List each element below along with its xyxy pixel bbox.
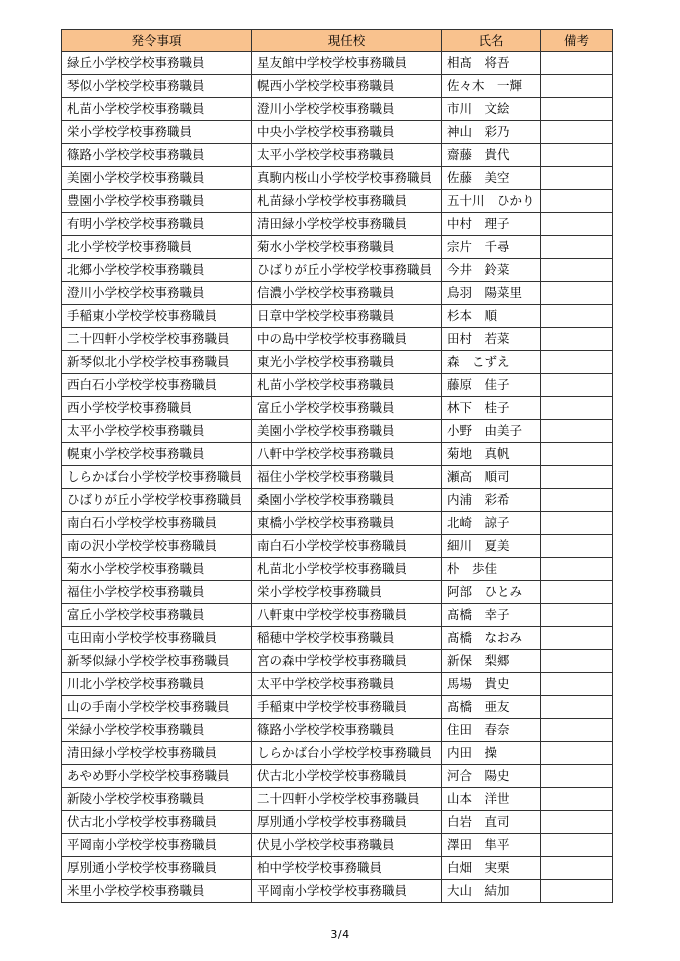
table-row	[62, 742, 613, 765]
cell-current-school: 東橋小学校学校事務職員	[252, 512, 442, 535]
cell-notes	[541, 75, 613, 98]
cell-notes	[541, 857, 613, 880]
cell-name: 澤田 隼平	[442, 834, 541, 857]
cell-notes	[541, 719, 613, 742]
cell-order: 西小学校学校事務職員	[62, 397, 252, 420]
table-row	[62, 52, 613, 75]
cell-name: 宗片 千尋	[442, 236, 541, 259]
personnel-table	[61, 29, 613, 903]
cell-order: 札苗小学校学校事務職員	[62, 98, 252, 121]
cell-order: 南の沢小学校学校事務職員	[62, 535, 252, 558]
cell-order: 北小学校学校事務職員	[62, 236, 252, 259]
cell-name: 佐藤 美空	[442, 167, 541, 190]
cell-current-school: 札苗小学校学校事務職員	[252, 374, 442, 397]
cell-name: 山本 洋世	[442, 788, 541, 811]
cell-current-school: 札苗北小学校学校事務職員	[252, 558, 442, 581]
cell-order: 澄川小学校学校事務職員	[62, 282, 252, 305]
cell-name: 朴 歩佳	[442, 558, 541, 581]
cell-current-school: 桑園小学校学校事務職員	[252, 489, 442, 512]
cell-order: 琴似小学校学校事務職員	[62, 75, 252, 98]
cell-name: 佐々木 一輝	[442, 75, 541, 98]
header-notes: 備考	[541, 30, 613, 52]
cell-current-school: 八軒中学校学校事務職員	[252, 443, 442, 466]
cell-current-school: 伏古北小学校学校事務職員	[252, 765, 442, 788]
table-row	[62, 305, 613, 328]
cell-name: 五十川 ひかり	[442, 190, 541, 213]
cell-notes	[541, 489, 613, 512]
table-row	[62, 420, 613, 443]
cell-order: 富丘小学校学校事務職員	[62, 604, 252, 627]
table-row	[62, 650, 613, 673]
cell-name: 新保 梨郷	[442, 650, 541, 673]
table-header-row	[62, 30, 613, 52]
table-row	[62, 282, 613, 305]
cell-notes	[541, 673, 613, 696]
cell-order: 南白石小学校学校事務職員	[62, 512, 252, 535]
cell-current-school: 平岡南小学校学校事務職員	[252, 880, 442, 903]
cell-notes	[541, 604, 613, 627]
cell-name: 菊地 真帆	[442, 443, 541, 466]
cell-order: 手稲東小学校学校事務職員	[62, 305, 252, 328]
cell-name: 河合 陽史	[442, 765, 541, 788]
table-row	[62, 811, 613, 834]
cell-current-school: 幌西小学校学校事務職員	[252, 75, 442, 98]
cell-name: 今井 鈴菜	[442, 259, 541, 282]
cell-order: 西白石小学校学校事務職員	[62, 374, 252, 397]
cell-notes	[541, 213, 613, 236]
cell-notes	[541, 121, 613, 144]
cell-name: 市川 文絵	[442, 98, 541, 121]
cell-notes	[541, 742, 613, 765]
cell-notes	[541, 696, 613, 719]
cell-order: あやめ野小学校学校事務職員	[62, 765, 252, 788]
cell-name: 森 こずえ	[442, 351, 541, 374]
table-row	[62, 604, 613, 627]
cell-notes	[541, 98, 613, 121]
table-row	[62, 213, 613, 236]
cell-order: 栄緑小学校学校事務職員	[62, 719, 252, 742]
cell-order: 川北小学校学校事務職員	[62, 673, 252, 696]
cell-current-school: ひばりが丘小学校学校事務職員	[252, 259, 442, 282]
cell-current-school: 星友館中学校学校事務職員	[252, 52, 442, 75]
table-row	[62, 374, 613, 397]
cell-current-school: 真駒内桜山小学校学校事務職員	[252, 167, 442, 190]
cell-notes	[541, 328, 613, 351]
cell-order: 北郷小学校学校事務職員	[62, 259, 252, 282]
cell-name: 大山 結加	[442, 880, 541, 903]
cell-notes	[541, 880, 613, 903]
cell-name: 白畑 実栗	[442, 857, 541, 880]
cell-name: 齋藤 貴代	[442, 144, 541, 167]
cell-notes	[541, 351, 613, 374]
cell-current-school: 伏見小学校学校事務職員	[252, 834, 442, 857]
cell-notes	[541, 535, 613, 558]
cell-order: 厚別通小学校学校事務職員	[62, 857, 252, 880]
cell-notes	[541, 443, 613, 466]
cell-name: 住田 春奈	[442, 719, 541, 742]
cell-notes	[541, 558, 613, 581]
cell-order: 米里小学校学校事務職員	[62, 880, 252, 903]
header-name: 氏名	[442, 30, 541, 52]
cell-current-school: 美園小学校学校事務職員	[252, 420, 442, 443]
table-row	[62, 558, 613, 581]
cell-current-school: 南白石小学校学校事務職員	[252, 535, 442, 558]
table-row	[62, 880, 613, 903]
cell-order: 新琴似北小学校学校事務職員	[62, 351, 252, 374]
cell-notes	[541, 52, 613, 75]
cell-name: 小野 由美子	[442, 420, 541, 443]
cell-order: 清田緑小学校学校事務職員	[62, 742, 252, 765]
cell-notes	[541, 627, 613, 650]
cell-notes	[541, 144, 613, 167]
cell-notes	[541, 466, 613, 489]
cell-current-school: 二十四軒小学校学校事務職員	[252, 788, 442, 811]
cell-order: 福住小学校学校事務職員	[62, 581, 252, 604]
table-row	[62, 627, 613, 650]
cell-order: 美園小学校学校事務職員	[62, 167, 252, 190]
cell-name: 神山 彩乃	[442, 121, 541, 144]
cell-current-school: 手稲東中学校学校事務職員	[252, 696, 442, 719]
cell-notes	[541, 374, 613, 397]
cell-name: 内浦 彩希	[442, 489, 541, 512]
table-row	[62, 236, 613, 259]
cell-name: 林下 桂子	[442, 397, 541, 420]
table-row	[62, 328, 613, 351]
cell-notes	[541, 190, 613, 213]
cell-name: 阿部 ひとみ	[442, 581, 541, 604]
cell-current-school: 清田緑小学校学校事務職員	[252, 213, 442, 236]
cell-order: 新陵小学校学校事務職員	[62, 788, 252, 811]
cell-current-school: 栄小学校学校事務職員	[252, 581, 442, 604]
cell-name: 髙橋 亜友	[442, 696, 541, 719]
cell-order: 太平小学校学校事務職員	[62, 420, 252, 443]
cell-order: 山の手南小学校学校事務職員	[62, 696, 252, 719]
cell-order: 緑丘小学校学校事務職員	[62, 52, 252, 75]
cell-current-school: 太平小学校学校事務職員	[252, 144, 442, 167]
cell-current-school: 厚別通小学校学校事務職員	[252, 811, 442, 834]
cell-current-school: 菊水小学校学校事務職員	[252, 236, 442, 259]
page-number: 3/4	[330, 928, 350, 941]
cell-notes	[541, 788, 613, 811]
cell-current-school: 日章中学校学校事務職員	[252, 305, 442, 328]
cell-name: 藤原 佳子	[442, 374, 541, 397]
cell-current-school: 福住小学校学校事務職員	[252, 466, 442, 489]
cell-name: 馬場 貴史	[442, 673, 541, 696]
table-row	[62, 512, 613, 535]
cell-name: 内田 操	[442, 742, 541, 765]
table-row	[62, 190, 613, 213]
table-row	[62, 696, 613, 719]
cell-notes	[541, 397, 613, 420]
cell-current-school: 信濃小学校学校事務職員	[252, 282, 442, 305]
cell-order: 栄小学校学校事務職員	[62, 121, 252, 144]
cell-notes	[541, 512, 613, 535]
cell-order: ひばりが丘小学校学校事務職員	[62, 489, 252, 512]
table-row	[62, 397, 613, 420]
header-current-school: 現任校	[252, 30, 442, 52]
table-row	[62, 535, 613, 558]
cell-current-school: 柏中学校学校事務職員	[252, 857, 442, 880]
table-body	[62, 52, 613, 903]
cell-current-school: 宮の森中学校学校事務職員	[252, 650, 442, 673]
cell-name: 杉本 順	[442, 305, 541, 328]
header-order: 発令事項	[62, 30, 252, 52]
table-row	[62, 857, 613, 880]
cell-name: 田村 若菜	[442, 328, 541, 351]
table-row	[62, 121, 613, 144]
cell-order: 伏古北小学校学校事務職員	[62, 811, 252, 834]
cell-notes	[541, 167, 613, 190]
cell-current-school: 富丘小学校学校事務職員	[252, 397, 442, 420]
table-row	[62, 144, 613, 167]
cell-order: 有明小学校学校事務職員	[62, 213, 252, 236]
cell-order: しらかば台小学校学校事務職員	[62, 466, 252, 489]
cell-current-school: 中の島中学校学校事務職員	[252, 328, 442, 351]
cell-notes	[541, 282, 613, 305]
cell-order: 新琴似緑小学校学校事務職員	[62, 650, 252, 673]
cell-notes	[541, 811, 613, 834]
table-row	[62, 673, 613, 696]
cell-current-school: 札苗緑小学校学校事務職員	[252, 190, 442, 213]
table-row	[62, 443, 613, 466]
cell-current-school: 澄川小学校学校事務職員	[252, 98, 442, 121]
cell-name: 北崎 諒子	[442, 512, 541, 535]
table-row	[62, 489, 613, 512]
cell-notes	[541, 420, 613, 443]
cell-notes	[541, 236, 613, 259]
table-row	[62, 75, 613, 98]
cell-order: 二十四軒小学校学校事務職員	[62, 328, 252, 351]
cell-name: 白岩 直司	[442, 811, 541, 834]
table-row	[62, 765, 613, 788]
cell-notes	[541, 834, 613, 857]
cell-name: 相髙 将吾	[442, 52, 541, 75]
cell-order: 豊園小学校学校事務職員	[62, 190, 252, 213]
cell-order: 屯田南小学校学校事務職員	[62, 627, 252, 650]
cell-current-school: 稲穂中学校学校事務職員	[252, 627, 442, 650]
cell-current-school: しらかば台小学校学校事務職員	[252, 742, 442, 765]
cell-current-school: 東光小学校学校事務職員	[252, 351, 442, 374]
cell-name: 鳥羽 陽菜里	[442, 282, 541, 305]
cell-name: 髙橋 なおみ	[442, 627, 541, 650]
cell-name: 瀬高 順司	[442, 466, 541, 489]
cell-name: 髙橋 幸子	[442, 604, 541, 627]
table-row	[62, 788, 613, 811]
cell-current-school: 中央小学校学校事務職員	[252, 121, 442, 144]
cell-notes	[541, 650, 613, 673]
cell-notes	[541, 259, 613, 282]
cell-order: 平岡南小学校学校事務職員	[62, 834, 252, 857]
cell-current-school: 太平中学校学校事務職員	[252, 673, 442, 696]
table-row	[62, 259, 613, 282]
table-row	[62, 351, 613, 374]
cell-notes	[541, 305, 613, 328]
cell-notes	[541, 765, 613, 788]
table-row	[62, 834, 613, 857]
cell-notes	[541, 581, 613, 604]
cell-order: 篠路小学校学校事務職員	[62, 144, 252, 167]
cell-order: 幌東小学校学校事務職員	[62, 443, 252, 466]
cell-name: 細川 夏美	[442, 535, 541, 558]
table-row	[62, 167, 613, 190]
table-row	[62, 98, 613, 121]
cell-order: 菊水小学校学校事務職員	[62, 558, 252, 581]
table-row	[62, 466, 613, 489]
cell-name: 中村 理子	[442, 213, 541, 236]
table-row	[62, 719, 613, 742]
cell-current-school: 八軒東中学校学校事務職員	[252, 604, 442, 627]
table-row	[62, 581, 613, 604]
cell-current-school: 篠路小学校学校事務職員	[252, 719, 442, 742]
